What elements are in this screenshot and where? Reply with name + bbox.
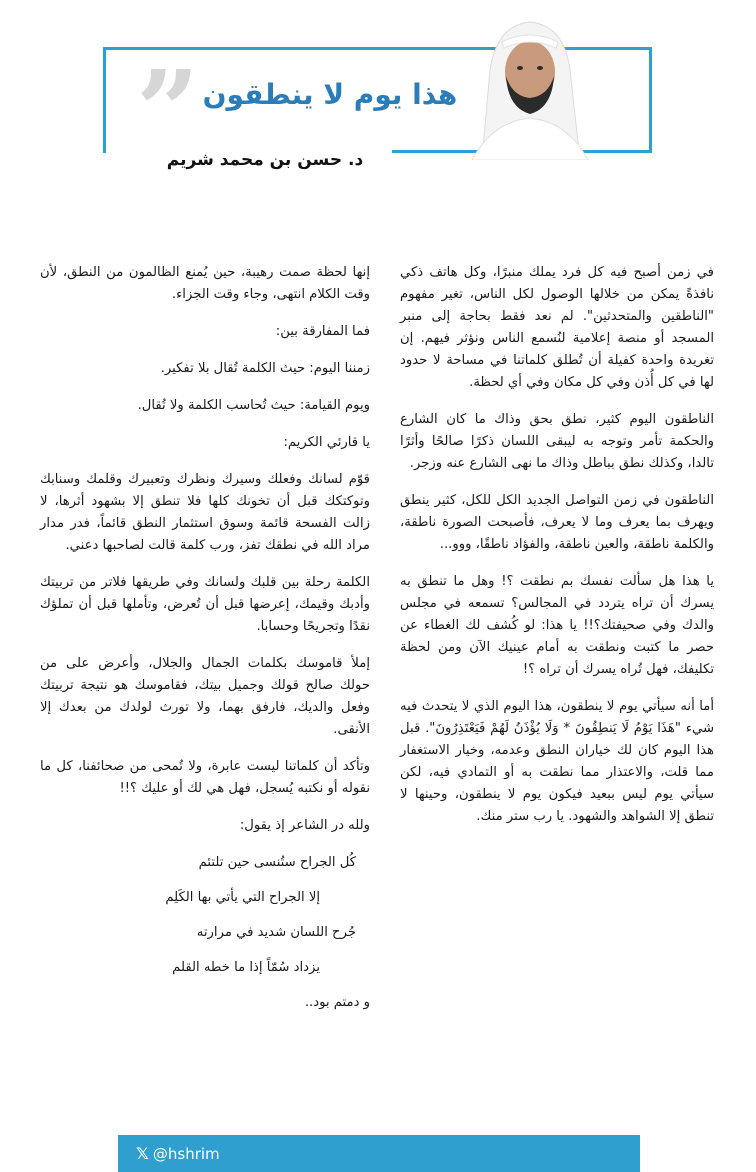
poem-verse: يزداد سُمّاً إذا ما خطه القلم [172, 960, 320, 975]
paragraph: الكلمة رحلة بين قلبك ولسانك وفي طريقها فلاتر من تربيتك وأدبك وقيمك، إعرضها قبل أن تُعرض، وتأملها قبل أن تملؤك نقدًا وتجريحًا وحسابا. [40, 575, 370, 634]
paragraph: يا هذا هل سألت نفسك بم نطقت ؟! وهل ما تنطق به يسرك أن تراه يتردد في المجالس؟ تسمعه في مجلس والدك وفي صحيفتك؟!! يا هذا: لو كُشف لك الغطاء عن حصر ما كتبت ونطقت به أمام عينيك الآن ومن لحظة تكليفك، فهل تُراه يسرك أن تراه ؟! [400, 574, 714, 677]
closing-line: و دمتم بود.. [304, 995, 370, 1010]
paragraph: ولله در الشاعر إذ يقول: [239, 818, 370, 833]
poem-verse: إلا الجراح التي يأتي بها الكَلِم [165, 890, 320, 905]
x-logo-icon: 𝕏 [136, 1144, 149, 1163]
social-handle-link[interactable] [136, 1144, 220, 1163]
paragraph: الناطقون اليوم كثير، نطق بحق وذاك ما كان الشارع والحكمة تأمر وتوجه به ليبقى اللسان ذكرًا صالحًا وأثرًا تالدا، وكذلك نطق بباطل وذاك ما نهى الشارع عنه وزجر. [400, 412, 714, 471]
paragraph: زمننا اليوم: حيث الكلمة تُقال بلا تفكير. [160, 361, 370, 376]
paragraph: في زمن أصبح فيه كل فرد يملك منبرًا، وكل هاتف ذكي نافذةً يمكن من خلالها الوصول لكل الناس، تغير مفهوم "الناطقين والمتحدثين". لم نعد فقط بحاجة إلى منبر المسجد أو منصة إعلامية لنُسمع الناس ونؤثر فيهم. إن تغريدة واحدة كفيلة أن تُطلق كلماتنا في مساحة لا حدود لها في كل أُذن وفي كل مكان وفي أي لحظة. [400, 265, 714, 390]
paragraph: أما أنه سيأتي يوم لا ينطقون، هذا اليوم الذي لا يتحدث فيه شيء "هَذَا يَوْمُ لَا يَنطِقُونَ * وَلَا يُؤْذَنُ لَهُمْ فَيَعْتَذِرُونَ". قبل هذا اليوم كان لك خياران النطق وعدمه، وخيار الاستغفار مما قلت، والاعتذار مما نطقت به أو التمادي فيه، لكن سيأتي يوم ليس ببعيد فيكون يوم لا ينطقون، وحينها لا تنطق إلا الشواهد والشهود. يا رب ستر منك. [400, 699, 714, 824]
paragraph: يا قارئي الكريم: [283, 435, 370, 450]
page-title: هذا يوم لا ينطقون [202, 78, 458, 111]
paragraph: ويوم القيامة: حيث تُحاسب الكلمة ولا تُقال. [137, 398, 370, 413]
poem-verse: جُرح اللسان شديد في مرارته [196, 925, 356, 940]
paragraph: الناطقون في زمن التواصل الجديد الكل للكل، كثير ينطق ويهرف بما يعرف وما لا يعرف، فأصبحت الصورة ناطقة، والكلمة ناطقة، والعين ناطقة، والفؤاد ناطقًا، ووو... [400, 493, 714, 552]
author-name: د. حسن بن محمد شريم [166, 150, 364, 170]
article-column-right [400, 262, 714, 843]
paragraph: وتأكد أن كلماتنا ليست عابرة، ولا تُمحى من صحائفنا، كل ما نقوله أو نكتبه يُسجل، فهل هي لك أو عليك ؟!! [40, 759, 370, 796]
paragraph: إنها لحظة صمت رهيبة، حين يُمنع الظالمون من النطق، لأن وقت الكلام انتهى، وجاء وقت الجزاء. [40, 265, 370, 302]
poem-verse: كُل الجراح ستُنسى حين تلتئم [198, 855, 356, 870]
paragraph: فما المفارقة بين: [275, 324, 370, 339]
footer-bar [118, 1135, 640, 1172]
paragraph: قوّم لسانك وفعلك وسيرك ونظرك وتعبيرك وقلمك وسنابك وتوكتكك قبل أن تخونك كلها فلا تنطق إلا بشهود أثرها، لا زالت الفسحة قائمة وسوق استثمار النطق قائماً، فدر مدار مراد الله في نطقك تفز، ورب كلمة قالت لصاحبها دعني. [40, 472, 370, 553]
article-column-left [40, 262, 370, 1029]
twitter-handle: @hshrim [152, 1145, 220, 1163]
article-header [0, 0, 756, 200]
author-portrait [452, 10, 602, 160]
paragraph: إملأ قاموسك بكلمات الجمال والجلال، وأعرض على من حولك صالح قولك وجميل بيتك، فقاموسك هو نتيجة تربيتك وفعل والديك، فارفق بهما، ولا تورث لولدك من بعدك إلا الأنقى. [40, 656, 370, 737]
quote-icon: ” [136, 46, 200, 175]
